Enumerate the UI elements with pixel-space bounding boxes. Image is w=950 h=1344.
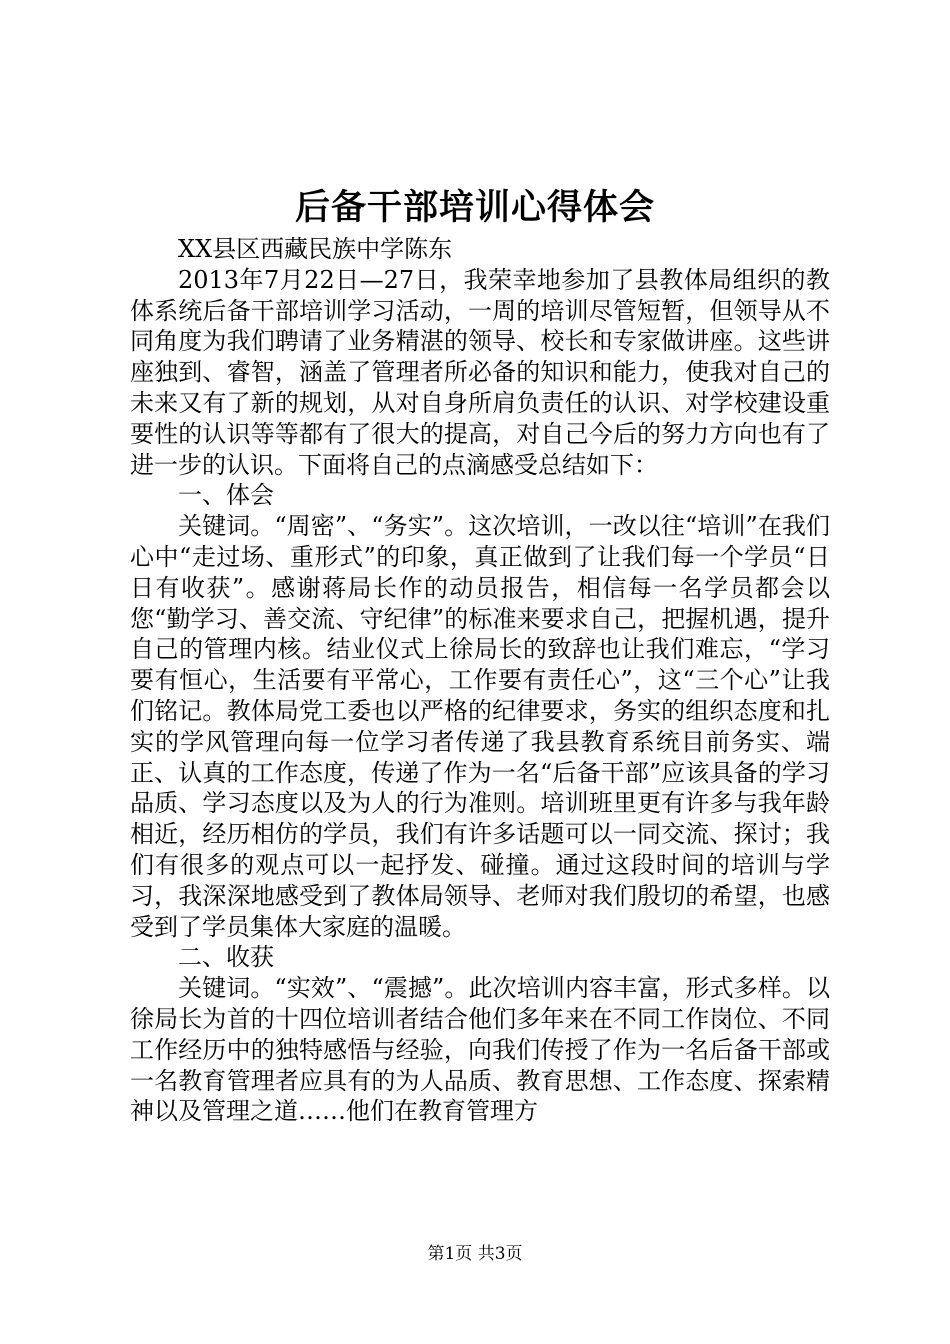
paragraph-intro: 2013年7月22日—27日，我荣幸地参加了县教体局组织的教体系统后备干部培训学习活动，一周的培训尽管短暂，但领导从不同角度为我们聘请了业务精湛的领导、校长和专家做讲座。这些讲座独到、睿智，涵盖了管理者所必备的知识和能力，使我对自己的未来又有了新的规划，从对自身所肩负责任的认识、对学校建设重要性的认识等等都有了很大的提高，对自己今后的努力方向也有了进一步的认识。下面将自己的点滴感受总结如下：: [130, 265, 830, 479]
section-heading-experience: 一、体会: [178, 481, 274, 510]
section-heading-gains: 二、收获: [178, 943, 274, 972]
page-number-footer: 第1页 共3页: [427, 1244, 523, 1264]
document-title: 后备干部培训心得体会: [294, 187, 655, 228]
paragraph-gains: 关键词。“实效”、“震撼”。此次培训内容丰富，形式多样。以徐局长为首的十四位培训者结合他们多年来在不同工作岗位、不同工作经历中的独特感悟与经验，向我们传授了作为一名后备干部或一名教育管理者应具有的为人品质、教育思想、工作态度、探索精神以及管理之道……他们在教育管理方: [130, 974, 830, 1126]
byline: XX县区西藏民族中学陈东: [178, 235, 453, 263]
paragraph-experience: 关键词。“周密”、“务实”。这次培训，一改以往“培训”在我们心中“走过场、重形式”的印象，真正做到了让我们每一个学员“日日有收获”。感谢蒋局长作的动员报告，相信每一名学员都会以您“勤学习、善交流、守纪律”的标准来要求自己，把握机遇，提升自己的管理内核。结业仪式上徐局长的致辞也让我们难忘，“学习要有恒心，生活要有平常心，工作要有责任心”，这“三个心”让我们铭记。教体局党工委也以严格的纪律要求，务实的组织态度和扎实的学风管理向每一位学习者传递了我县教育系统目前务实、端正、认真的工作态度，传递了作为一名“后备干部”应该具备的学习品质、学习态度以及为人的行为准则。培训班里更有许多与我年龄相近，经历相仿的学员，我们有许多话题可以一同交流、探讨；我们有很多的观点可以一起抒发、碰撞。通过这段时间的培训与学习，我深深地感受到了教体局领导、老师对我们殷切的希望，也感受到了学员集体大家庭的温暖。: [130, 512, 830, 941]
document-body: [130, 234, 830, 1127]
